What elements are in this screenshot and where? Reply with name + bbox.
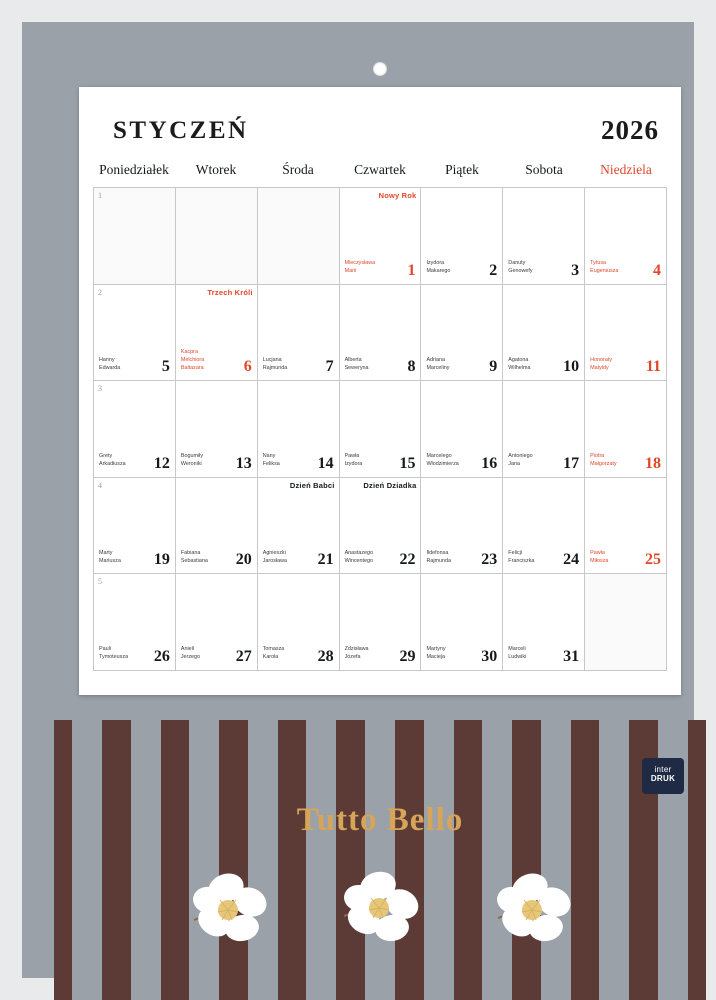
day-number: 16 [481, 454, 498, 472]
calendar-day-cell[interactable] [503, 188, 585, 285]
nameday-list: Pawła Izydora [344, 453, 363, 468]
calendar-day-cell[interactable] [94, 285, 176, 382]
calendar-day-cell[interactable] [585, 188, 667, 285]
nameday-list: Marty Mariusza [99, 549, 121, 564]
calendar-day-cell[interactable] [340, 285, 422, 382]
day-number: 15 [399, 454, 416, 472]
day-number: 10 [563, 358, 580, 375]
day-number: 20 [235, 551, 252, 568]
nameday-list: Marceli Ludwiki [508, 646, 527, 661]
calendar-day-cell[interactable] [176, 478, 258, 575]
nameday-list: Izydora Makarego [426, 260, 451, 275]
nameday-list: Tytusa Eugeniusza [590, 260, 619, 275]
nameday-list: Mieczysława Marii [344, 260, 376, 275]
flower-illustrations [54, 858, 706, 958]
calendar-day-cell[interactable] [503, 478, 585, 575]
calendar-day-cell[interactable] [340, 574, 422, 671]
calendar-day-cell[interactable] [258, 478, 340, 575]
logo-line-2: DRUK [650, 774, 676, 784]
nameday-list: Hanny Edwarda [99, 356, 121, 371]
calendar-grid [93, 187, 667, 671]
nameday-list: Ildefonsa Rajmunda [426, 549, 452, 564]
calendar-day-cell[interactable] [340, 478, 422, 575]
calendar-day-cell[interactable] [421, 478, 503, 575]
week-number: 3 [98, 384, 102, 393]
weekday-header-poniedziałek: Poniedziałek [99, 162, 169, 177]
weekday-header-row [93, 153, 667, 187]
day-number: 12 [153, 454, 170, 472]
day-number: 30 [481, 647, 498, 665]
day-number: 29 [399, 647, 416, 665]
interdruk-logo [642, 758, 684, 794]
calendar-day-cell[interactable] [585, 285, 667, 382]
week-number: 1 [98, 191, 102, 200]
weekday-header-niedziela: Niedziela [600, 162, 652, 177]
day-number: 26 [153, 647, 170, 665]
calendar-week-row [94, 574, 667, 671]
day-number: 3 [571, 261, 580, 279]
nameday-list: Lucjana Rajmunda [262, 356, 288, 371]
calendar-day-cell[interactable] [258, 574, 340, 671]
day-number: 1 [407, 261, 416, 279]
nameday-list: Marcelego Włodzimierza [426, 453, 459, 468]
nameday-list: Piotra Małgorzaty [590, 453, 617, 468]
weekday-header-czwartek: Czwartek [354, 162, 406, 177]
day-number: 19 [153, 551, 170, 568]
calendar-day-cell[interactable] [340, 381, 422, 478]
nameday-list: Agatona Wilhelma [508, 356, 531, 371]
brand-title: Tutto Bello [296, 802, 464, 838]
day-number: 6 [243, 358, 252, 375]
calendar-day-cell[interactable] [94, 478, 176, 575]
nameday-list: Kacpra Melchiora Baltazara [180, 348, 205, 371]
day-number: 18 [645, 454, 662, 472]
calendar-cell-empty [94, 188, 176, 285]
day-number: 5 [161, 358, 170, 375]
nameday-list: Zdzisława Józefa [344, 646, 369, 661]
holiday-label: Dzień Dziadka [363, 480, 417, 490]
calendar-day-cell[interactable] [94, 381, 176, 478]
calendar-week-row [94, 285, 667, 382]
weekday-header-piątek: Piątek [445, 162, 479, 177]
day-number: 27 [235, 647, 252, 665]
week-number: 4 [98, 480, 102, 490]
nameday-list: Anieli Jerzego [180, 646, 201, 661]
nameday-list: Adriana Marceliny [426, 356, 450, 371]
nameday-list: Anastazego Wincentego [344, 549, 374, 564]
nameday-list: Felicji Franciszka [508, 549, 535, 564]
branding-panel [54, 720, 706, 1000]
day-number: 8 [407, 358, 416, 375]
day-number: 25 [645, 551, 662, 568]
nameday-list: Antoniego Jana [508, 453, 533, 468]
calendar-day-cell[interactable] [421, 285, 503, 382]
flower-icon [174, 858, 282, 954]
calendar-cell-empty [585, 574, 667, 671]
calendar-day-cell[interactable] [585, 381, 667, 478]
nameday-list: Honoraty Matyldy [590, 356, 613, 371]
calendar-day-cell[interactable] [503, 574, 585, 671]
nameday-list: Danuty Genowefy [508, 260, 533, 275]
nameday-list: Fabiana Sebastiana [180, 549, 208, 564]
day-number: 22 [399, 551, 416, 568]
hanging-hole [373, 62, 387, 76]
logo-line-1: inter [654, 765, 672, 774]
day-number: 13 [235, 454, 252, 472]
day-number: 23 [481, 551, 498, 568]
flower-icon [478, 858, 586, 954]
calendar-backing-board [22, 22, 694, 978]
nameday-list: Martyny Macieja [426, 646, 446, 661]
day-number: 2 [489, 261, 498, 279]
weekday-header-wtorek: Wtorek [195, 162, 237, 177]
calendar-day-cell[interactable] [176, 574, 258, 671]
day-number: 31 [563, 647, 580, 665]
weekday-header-sobota: Sobota [525, 162, 563, 177]
nameday-list: Pauli Tymoteusza [99, 646, 129, 661]
day-number: 9 [489, 358, 498, 375]
calendar-day-cell[interactable] [176, 381, 258, 478]
day-number: 4 [653, 261, 662, 279]
calendar-day-cell[interactable] [176, 285, 258, 382]
calendar-day-cell[interactable] [421, 188, 503, 285]
calendar-day-cell[interactable] [94, 574, 176, 671]
calendar-day-cell[interactable] [503, 381, 585, 478]
calendar-week-row [94, 478, 667, 575]
calendar-week-row [94, 381, 667, 478]
weekday-header-środa: Środa [282, 162, 314, 177]
flower-icon [326, 858, 434, 954]
day-number: 11 [645, 358, 662, 375]
calendar-header [93, 101, 667, 153]
calendar-day-cell[interactable] [585, 478, 667, 575]
calendar-day-cell[interactable] [421, 574, 503, 671]
nameday-list: Tomasza Karola [262, 646, 285, 661]
nameday-list: Bogumiły Weroniki [180, 453, 204, 468]
year-title: 2026 [601, 115, 659, 145]
nameday-list: Agnieszki Jarosława [262, 549, 287, 564]
day-number: 7 [325, 358, 334, 375]
holiday-label: Trzech Króli [207, 287, 253, 297]
nameday-list: Pawła Miłosza [590, 549, 609, 564]
week-number: 5 [98, 577, 102, 586]
day-number: 14 [317, 454, 334, 472]
day-number: 28 [317, 647, 334, 665]
holiday-label: Nowy Rok [378, 191, 417, 200]
holiday-label: Dzień Babci [289, 480, 335, 490]
month-title: STYCZEŃ [113, 117, 249, 144]
calendar-day-cell[interactable] [258, 381, 340, 478]
day-number: 17 [563, 454, 580, 472]
calendar-cell-empty [258, 188, 340, 285]
nameday-list: Alberta Seweryna [344, 356, 369, 371]
week-number: 2 [98, 287, 102, 297]
nameday-list: Nany Feliksa [262, 453, 280, 468]
calendar-sheet [79, 87, 681, 695]
calendar-cell-empty [176, 188, 258, 285]
day-number: 24 [563, 551, 580, 568]
nameday-list: Grety Arkadiusza [99, 453, 126, 468]
calendar-day-cell[interactable] [258, 285, 340, 382]
calendar-day-cell[interactable] [340, 188, 422, 285]
calendar-day-cell[interactable] [503, 285, 585, 382]
day-number: 21 [317, 551, 334, 568]
calendar-week-row [94, 188, 667, 285]
calendar-day-cell[interactable] [421, 381, 503, 478]
